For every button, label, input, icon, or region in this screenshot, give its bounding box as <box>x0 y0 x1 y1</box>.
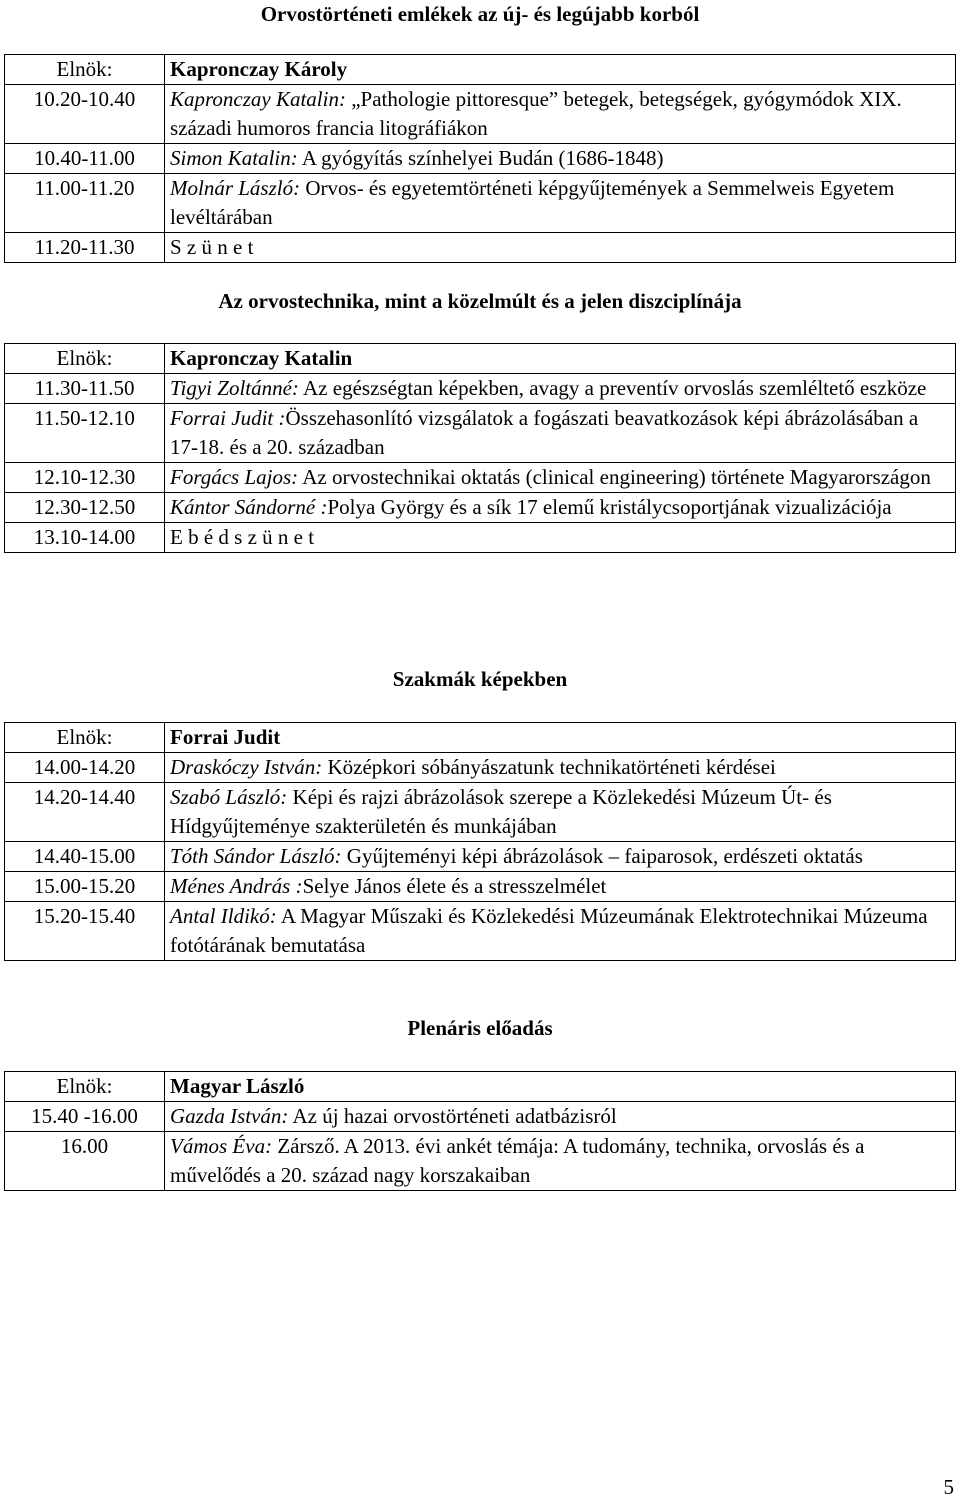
chair-label: Elnök: <box>5 1072 165 1102</box>
speaker-name: Vámos Éva: <box>170 1134 273 1158</box>
time-cell: 13.10-14.00 <box>5 523 165 553</box>
table-row <box>5 374 956 404</box>
talk-title: Gyűjteményi képi ábrázolások – faiparosok, erdészeti oktatás <box>341 844 863 868</box>
time-cell: 14.20-14.40 <box>5 783 165 842</box>
talk-title: Orvos- és egyetemtörténeti képgyűjtemények a Semmelweis Egyetem levéltárában <box>170 176 895 229</box>
talk-title: Az új hazai orvostörténeti adatbázisról <box>288 1104 617 1128</box>
schedule-table <box>4 54 956 263</box>
talk-cell <box>165 493 956 523</box>
talk-cell <box>165 144 956 174</box>
time-cell: 14.00-14.20 <box>5 753 165 783</box>
schedule-table <box>4 343 956 553</box>
talk-cell <box>165 374 956 404</box>
talk-cell <box>165 783 956 842</box>
chair-row <box>5 344 956 374</box>
chair-label: Elnök: <box>5 723 165 753</box>
chair-label: Elnök: <box>5 55 165 85</box>
break-label: S z ü n e t <box>170 235 254 259</box>
time-cell: 15.40 -16.00 <box>5 1102 165 1132</box>
talk-title: Az egészségtan képekben, avagy a preventív orvoslás szemléltető eszköze <box>298 376 927 400</box>
section-title: Az orvostechnika, mint a közelmúlt és a jelen diszciplínája <box>218 289 742 313</box>
time-cell: 15.00-15.20 <box>5 872 165 902</box>
table-row <box>5 233 956 263</box>
section-title: Szakmák képekben <box>392 667 568 691</box>
table-row <box>5 753 956 783</box>
time-cell: 10.40-11.00 <box>5 144 165 174</box>
speaker-name: Molnár László: <box>170 176 301 200</box>
talk-title: Középkori sóbányászatunk technikatörténeti kérdései <box>322 755 776 779</box>
talk-title: Zársző. A 2013. évi ankét témája: A tudomány, technika, orvoslás és a művelődés a 20. század nagy korszakaiban <box>170 1134 865 1187</box>
table-row <box>5 872 956 902</box>
time-cell: 12.30-12.50 <box>5 493 165 523</box>
talk-title: „Pathologie pittoresque” betegek, betegségek, gyógymódok XIX. századi humoros francia litográfiákon <box>170 87 902 140</box>
table-row <box>5 463 956 493</box>
talk-cell <box>165 85 956 144</box>
speaker-name: Tóth Sándor László: <box>170 844 342 868</box>
chair-name: Magyar László <box>165 1072 956 1102</box>
chair-name: Kapronczay Katalin <box>165 344 956 374</box>
break-label: E b é d s z ü n e t <box>170 525 315 549</box>
table-row <box>5 902 956 961</box>
speaker-name: Gazda István: <box>170 1104 289 1128</box>
chair-row <box>5 1072 956 1102</box>
table-row <box>5 842 956 872</box>
table-row <box>5 493 956 523</box>
table-row <box>5 1102 956 1132</box>
chair-name: Kapronczay Károly <box>165 55 956 85</box>
talk-cell <box>165 174 956 233</box>
chair-name: Forrai Judit <box>165 723 956 753</box>
table-row <box>5 144 956 174</box>
table-row <box>5 783 956 842</box>
talk-title: Az orvostechnikai oktatás (clinical engineering) története Magyarországon <box>298 465 931 489</box>
talk-title: Polya György és a sík 17 elemű kristálycsoportjának vizualizációja <box>327 495 892 519</box>
talk-cell <box>165 233 956 263</box>
chair-label: Elnök: <box>5 344 165 374</box>
talk-title: A Magyar Műszaki és Közlekedési Múzeumának Elektrotechnikai Múzeuma fotótárának bemutatása <box>170 904 928 957</box>
speaker-name: Draskóczy István: <box>170 755 323 779</box>
time-cell: 11.50-12.10 <box>5 404 165 463</box>
talk-cell <box>165 463 956 493</box>
table-row <box>5 523 956 553</box>
table-row <box>5 1132 956 1191</box>
talk-cell <box>165 1102 956 1132</box>
time-cell: 10.20-10.40 <box>5 85 165 144</box>
speaker-name: Kántor Sándorné : <box>170 495 328 519</box>
talk-cell <box>165 404 956 463</box>
table-row <box>5 85 956 144</box>
chair-row <box>5 723 956 753</box>
time-cell: 12.10-12.30 <box>5 463 165 493</box>
speaker-name: Ménes András : <box>170 874 303 898</box>
speaker-name: Tigyi Zoltánné: <box>170 376 299 400</box>
talk-title: Összehasonlító vizsgálatok a fogászati beavatkozások képi ábrázolásában a 17-18. és a 20. században <box>170 406 919 459</box>
speaker-name: Forgács Lajos: <box>170 465 299 489</box>
talk-title: A gyógyítás színhelyei Budán (1686-1848) <box>297 146 664 170</box>
table-row <box>5 404 956 463</box>
speaker-name: Antal Ildikó: <box>170 904 277 928</box>
time-cell: 11.20-11.30 <box>5 233 165 263</box>
time-cell: 15.20-15.40 <box>5 902 165 961</box>
talk-title: Képi és rajzi ábrázolások szerepe a Közlekedési Múzeum Út- és Hídgyűjteménye szakterületén és munkájában <box>170 785 832 838</box>
section-title: Orvostörténeti emlékek az új- és legújabb korból <box>260 2 700 26</box>
chair-row <box>5 55 956 85</box>
talk-cell <box>165 902 956 961</box>
schedule-table <box>4 1071 956 1191</box>
talk-cell <box>165 753 956 783</box>
talk-title: Selye János élete és a stresszelmélet <box>302 874 607 898</box>
talk-cell <box>165 872 956 902</box>
talk-cell <box>165 523 956 553</box>
time-cell: 16.00 <box>5 1132 165 1191</box>
schedule-table <box>4 722 956 961</box>
speaker-name: Simon Katalin: <box>170 146 298 170</box>
talk-cell <box>165 1132 956 1191</box>
page-number: 5 <box>943 1475 954 1499</box>
time-cell: 11.30-11.50 <box>5 374 165 404</box>
time-cell: 11.00-11.20 <box>5 174 165 233</box>
speaker-name: Szabó László: <box>170 785 288 809</box>
section-title: Plenáris előadás <box>407 1016 553 1040</box>
speaker-name: Forrai Judit : <box>170 406 286 430</box>
speaker-name: Kapronczay Katalin: <box>170 87 346 111</box>
talk-cell <box>165 842 956 872</box>
table-row <box>5 174 956 233</box>
time-cell: 14.40-15.00 <box>5 842 165 872</box>
